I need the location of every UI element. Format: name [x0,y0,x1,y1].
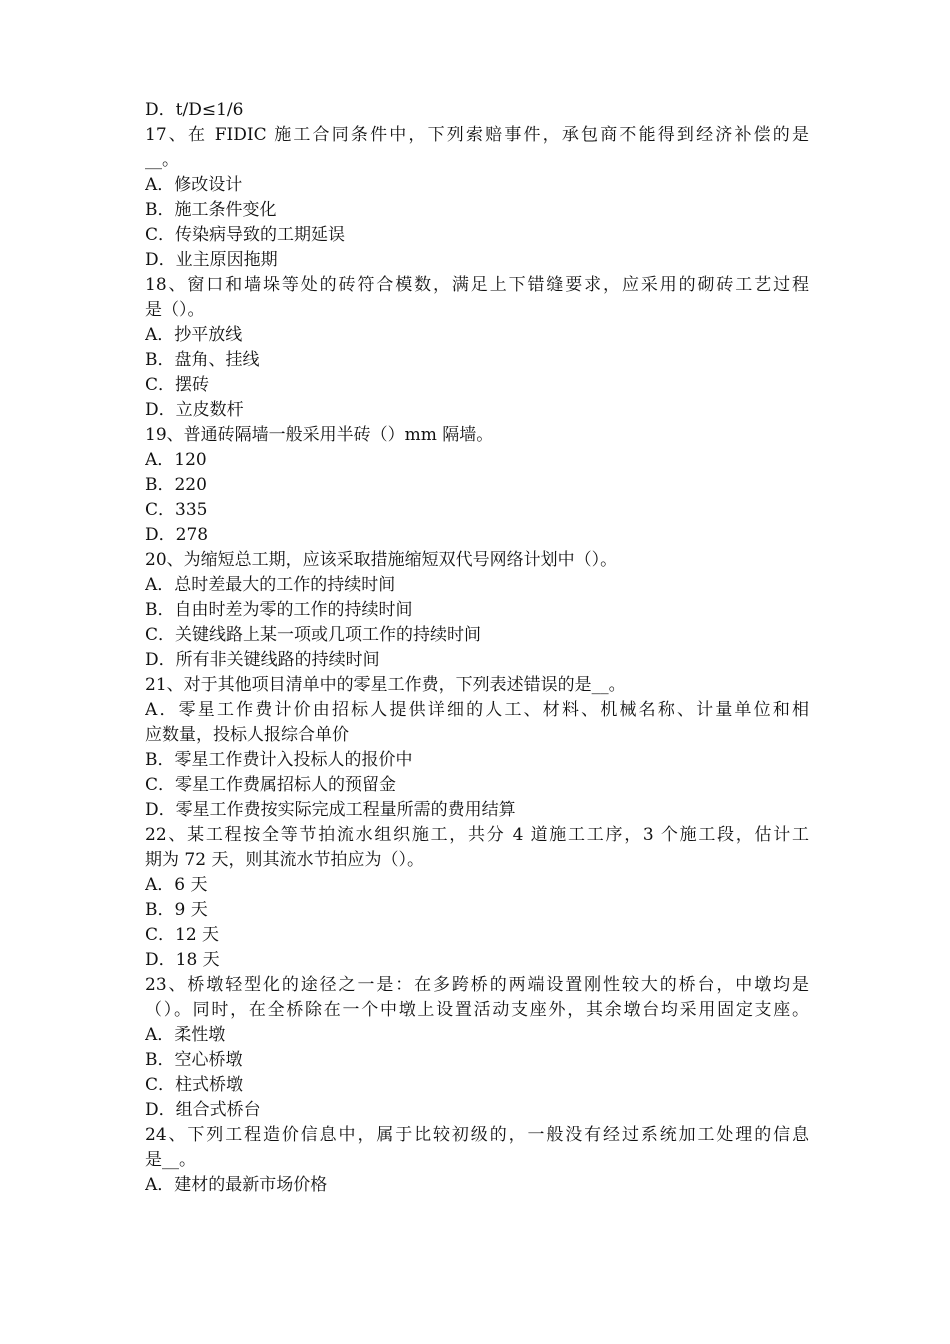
option-text-line: C．摆砖 [145,375,210,395]
option-text-line: A．柔性墩 [145,1025,226,1045]
question-text-line: 期为 72 天，则其流水节拍应为（）。 [145,850,424,870]
question-text-line: __。 [145,150,179,170]
option-text-line: A．修改设计 [145,175,243,195]
option-text-line: D．所有非关键线路的持续时间 [145,650,380,670]
option-text-line: D．t/D≤1/6 [145,100,244,120]
option-text-line: B．盘角、挂线 [145,350,260,370]
option-text-line: D．18 天 [145,950,220,970]
option-text-line: A．零星工作费计价由招标人提供详细的人工、材料、机械名称、计量单位和相 [145,700,809,720]
question-text-line: 17、在 FIDIC 施工合同条件中，下列索赔事件，承包商不能得到经济补偿的是 [145,125,809,145]
option-text-line: A．抄平放线 [145,325,243,345]
question-text-line: 是__。 [145,1150,196,1170]
document-page [145,98,809,1198]
question-text-line: 21、对于其他项目清单中的零星工作费，下列表述错误的是__。 [145,675,626,695]
option-text-line: B．9 天 [145,900,208,920]
question-text-line: 24、下列工程造价信息中，属于比较初级的，一般没有经过系统加工处理的信息 [145,1125,809,1145]
option-text-line: C．关键线路上某一项或几项工作的持续时间 [145,625,482,645]
question-text-line: 22、某工程按全等节拍流水组织施工，共分 4 道施工工序，3 个施工段，估计工 [145,825,809,845]
question-text-line: 是（）。 [145,300,205,320]
option-text-line: A．总时差最大的工作的持续时间 [145,575,396,595]
option-text-line: D．零星工作费按实际完成工程量所需的费用结算 [145,800,516,820]
option-text-line: D．278 [145,525,209,545]
option-text-line: 应数量，投标人报综合单价 [145,725,349,745]
option-text-line: C．传染病导致的工期延误 [145,225,346,245]
option-text-line: B．220 [145,475,207,495]
question-text-line: （）。同时，在全桥除在一个中墩上设置活动支座外，其余墩台均采用固定支座。 [145,1000,809,1020]
option-text-line: A．6 天 [145,875,208,895]
option-text-line: B．零星工作费计入投标人的报价中 [145,750,413,770]
question-text-line: 23、桥墩轻型化的途径之一是：在多跨桥的两端设置刚性较大的桥台，中墩均是 [145,975,809,995]
option-text-line: D．业主原因拖期 [145,250,278,270]
option-text-line: B．空心桥墩 [145,1050,243,1070]
option-text-line: C．12 天 [145,925,220,945]
option-text-line: C．335 [145,500,208,520]
option-text-line: A．120 [145,450,207,470]
question-text-line: 19、普通砖隔墙一般采用半砖（）mm 隔墙。 [145,425,494,445]
option-text-line: D．组合式桥台 [145,1100,261,1120]
option-text-line: C．零星工作费属招标人的预留金 [145,775,397,795]
option-text-line: D．立皮数杆 [145,400,244,420]
option-text-line: C．柱式桥墩 [145,1075,244,1095]
question-text-line: 18、窗口和墙垛等处的砖符合模数，满足上下错缝要求，应采用的砌砖工艺过程 [145,275,809,295]
question-text-line: 20、为缩短总工期，应该采取措施缩短双代号网络计划中（）。 [145,550,618,570]
option-text-line: A．建材的最新市场价格 [145,1175,328,1195]
option-text-line: B．施工条件变化 [145,200,277,220]
option-text-line: B．自由时差为零的工作的持续时间 [145,600,413,620]
